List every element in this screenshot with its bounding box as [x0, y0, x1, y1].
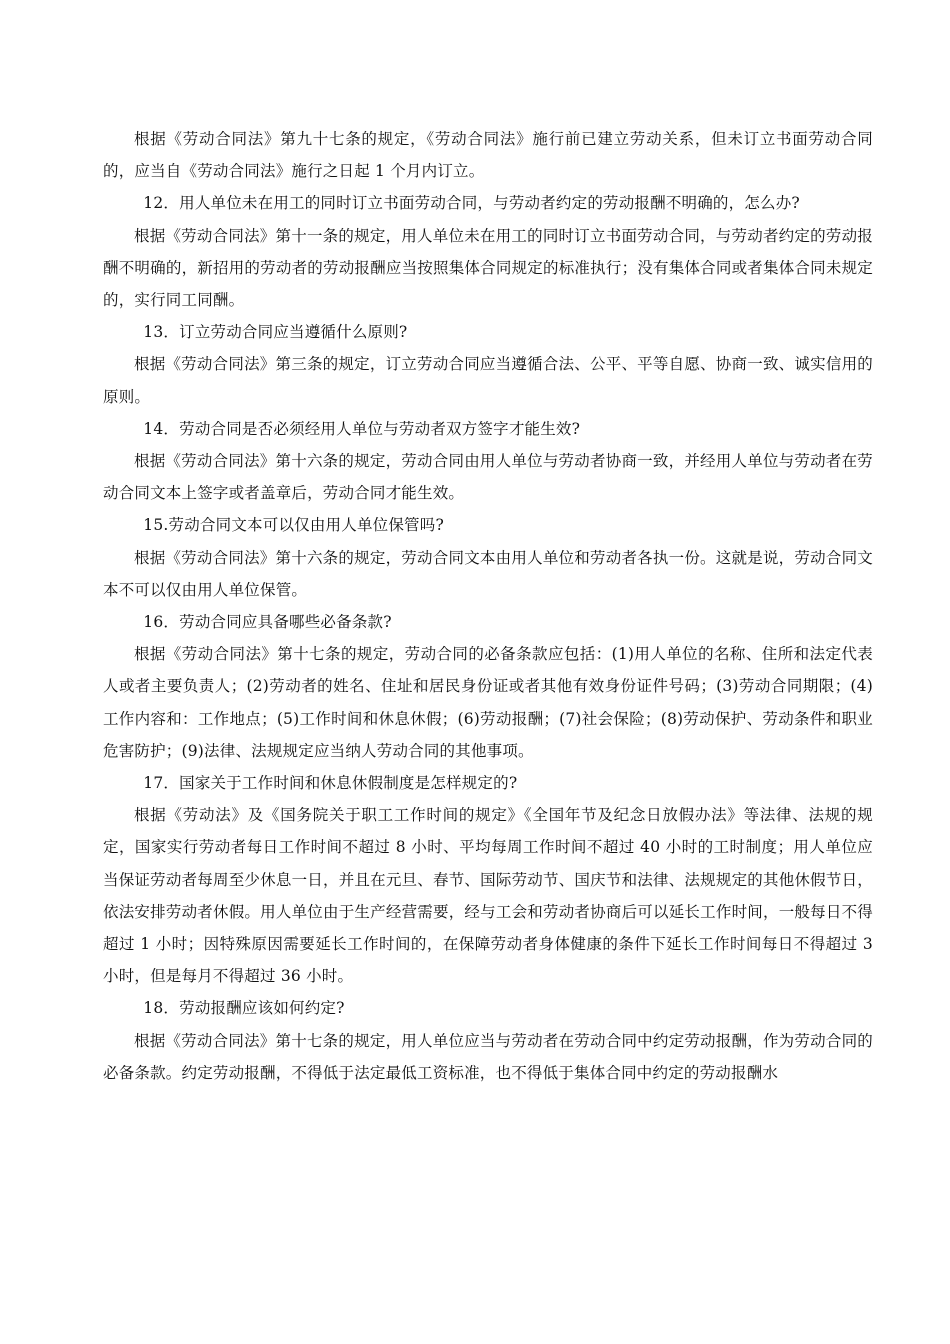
question-heading-12: 12．用人单位未在用工的同时订立书面劳动合同，与劳动者约定的劳动报酬不明确的，怎么办?	[143, 194, 800, 213]
answer-paragraph: 根据《劳动合同法》第十七条的规定，劳动合同的必备条款应包括：(1)用人单位的名称、住所和法定代表人或者主要负责人；(2)劳动者的姓名、住址和居民身份证或者其他有效身份证件号码；(3)劳动合同期限；(4)工作内容和：工作地点；(5)工作时间和休息休假；(6)劳动报酬；(7)社会保险；(8)劳动保护、劳动条件和职业危害防护；(9)法律、法规规定应当纳人劳动合同的其他事项。	[103, 645, 873, 760]
answer-paragraph: 根据《劳动合同法》第三条的规定，订立劳动合同应当遵循合法、公平、平等自愿、协商一致、诚实信用的原则。	[103, 355, 873, 406]
question-heading-13: 13．订立劳动合同应当遵循什么原则?	[143, 323, 408, 342]
question-heading-17: 17．国家关于工作时间和休息休假制度是怎样规定的?	[143, 774, 518, 793]
answer-paragraph: 根据《劳动合同法》第十六条的规定，劳动合同由用人单位与劳动者协商一致，并经用人单位与劳动者在劳动合同文本上签字或者盖章后，劳动合同才能生效。	[103, 452, 873, 503]
document-body	[103, 123, 873, 1089]
question-heading-18: 18．劳动报酬应该如何约定?	[143, 999, 345, 1018]
answer-paragraph: 根据《劳动合同法》第九十七条的规定，《劳动合同法》施行前已建立劳动关系，但未订立书面劳动合同的，应当自《劳动合同法》施行之日起 1 个月内订立。	[103, 130, 873, 181]
question-heading-16: 16．劳动合同应具备哪些必备条款?	[143, 613, 392, 632]
question-heading-15: 15.劳动合同文本可以仅由用人单位保管吗?	[143, 516, 444, 535]
question-heading-14: 14．劳动合同是否必须经用人单位与劳动者双方签字才能生效?	[143, 419, 581, 438]
answer-paragraph: 根据《劳动合同法》第十六条的规定，劳动合同文本由用人单位和劳动者各执一份。这就是说，劳动合同文本不可以仅由用人单位保管。	[103, 548, 873, 599]
answer-paragraph: 根据《劳动法》及《国务院关于职工工作时间的规定》《全国年节及纪念日放假办法》等法律、法规的规定，国家实行劳动者每日工作时间不超过 8 小时、平均每周工作时间不超过 40 小时的工时制度；用人单位应当保证劳动者每周至少休息一日，并且在元旦、春节、国际劳动节、国庆节和法律、法规规定的其他休假节日，依法安排劳动者休假。用人单位由于生产经营需要，经与工会和劳动者协商后可以延长工作时间，一般每日不得超过 1 小时；因特殊原因需要延长工作时间的，在保障劳动者身体健康的条件下延长工作时间每日不得超过 3 小时，但是每月不得超过 36 小时。	[103, 806, 873, 986]
answer-paragraph: 根据《劳动合同法》第十一条的规定，用人单位未在用工的同时订立书面劳动合同，与劳动者约定的劳动报酬不明确的，新招用的劳动者的劳动报酬应当按照集体合同规定的标准执行；没有集体合同或者集体合同未规定的，实行同工同酬。	[103, 226, 873, 310]
answer-paragraph: 根据《劳动合同法》第十七条的规定，用人单位应当与劳动者在劳动合同中约定劳动报酬，作为劳动合同的必备条款。约定劳动报酬，不得低于法定最低工资标准，也不得低于集体合同中约定的劳动报酬水	[103, 1031, 873, 1082]
